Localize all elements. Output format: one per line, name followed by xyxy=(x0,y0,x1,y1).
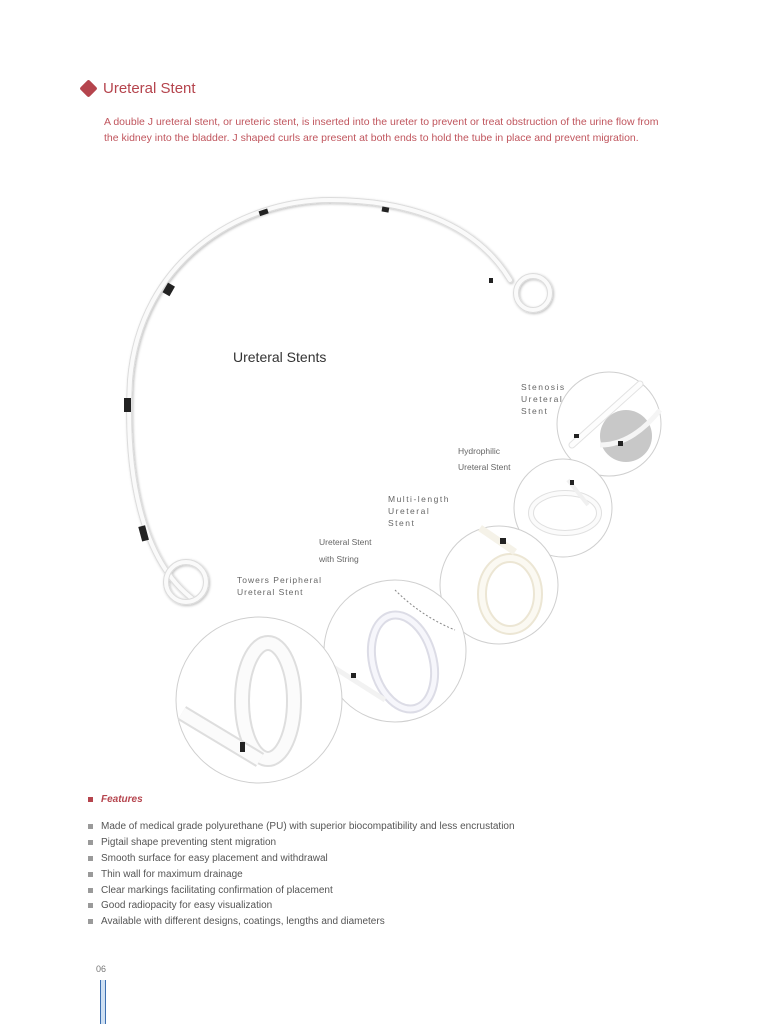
label-hydrophilic: Hydrophilic Ureteral Stent xyxy=(458,446,511,472)
circle-string xyxy=(324,580,466,722)
square-bullet-icon xyxy=(88,919,93,924)
square-bullet-icon xyxy=(88,824,93,829)
label-towers: Towers Peripheral Ureteral Stent xyxy=(237,575,323,597)
features-list xyxy=(88,819,515,930)
list-item: Available with different designs, coatings, lengths and diameters xyxy=(88,914,515,930)
list-item: Thin wall for maximum drainage xyxy=(88,866,515,882)
list-item: Smooth surface for easy placement and withdrawal xyxy=(88,851,515,867)
list-item: Pigtail shape preventing stent migration xyxy=(88,835,515,851)
square-bullet-icon xyxy=(88,840,93,845)
square-bullet-icon xyxy=(88,856,93,861)
features-section xyxy=(88,794,515,930)
circle-towers xyxy=(176,617,342,783)
section-title-text: Ureteral Stent xyxy=(103,80,196,97)
main-label: Ureteral Stents xyxy=(233,349,327,365)
list-item: Good radiopacity for easy visualization xyxy=(88,898,515,914)
square-bullet-icon xyxy=(88,903,93,908)
page-number: 06 xyxy=(96,964,107,974)
square-bullet-icon xyxy=(88,797,93,802)
square-bullet-icon xyxy=(88,888,93,893)
label-stenosis: Stenosis Ureteral Stent xyxy=(521,382,566,416)
square-bullet-icon xyxy=(88,872,93,877)
list-item: Clear markings facilitating confirmation of placement xyxy=(88,882,515,898)
list-item: Made of medical grade polyurethane (PU) with superior biocompatibility and less encrustation xyxy=(88,819,515,835)
stent-markings xyxy=(124,207,493,542)
label-multilength: Multi-length Ureteral Stent xyxy=(388,494,450,528)
label-string: Ureteral Stent with String xyxy=(319,537,372,564)
page-marker-bar xyxy=(100,980,106,1024)
intro-paragraph: A double J ureteral stent, or ureteric stent, is inserted into the ureter to prevent or treat obstruction of the urine flow from the kidney into the bladder. J shaped curls are present at both ends to hold the tube in place and prevent migration. xyxy=(104,116,659,144)
features-heading: Features xyxy=(88,794,515,805)
